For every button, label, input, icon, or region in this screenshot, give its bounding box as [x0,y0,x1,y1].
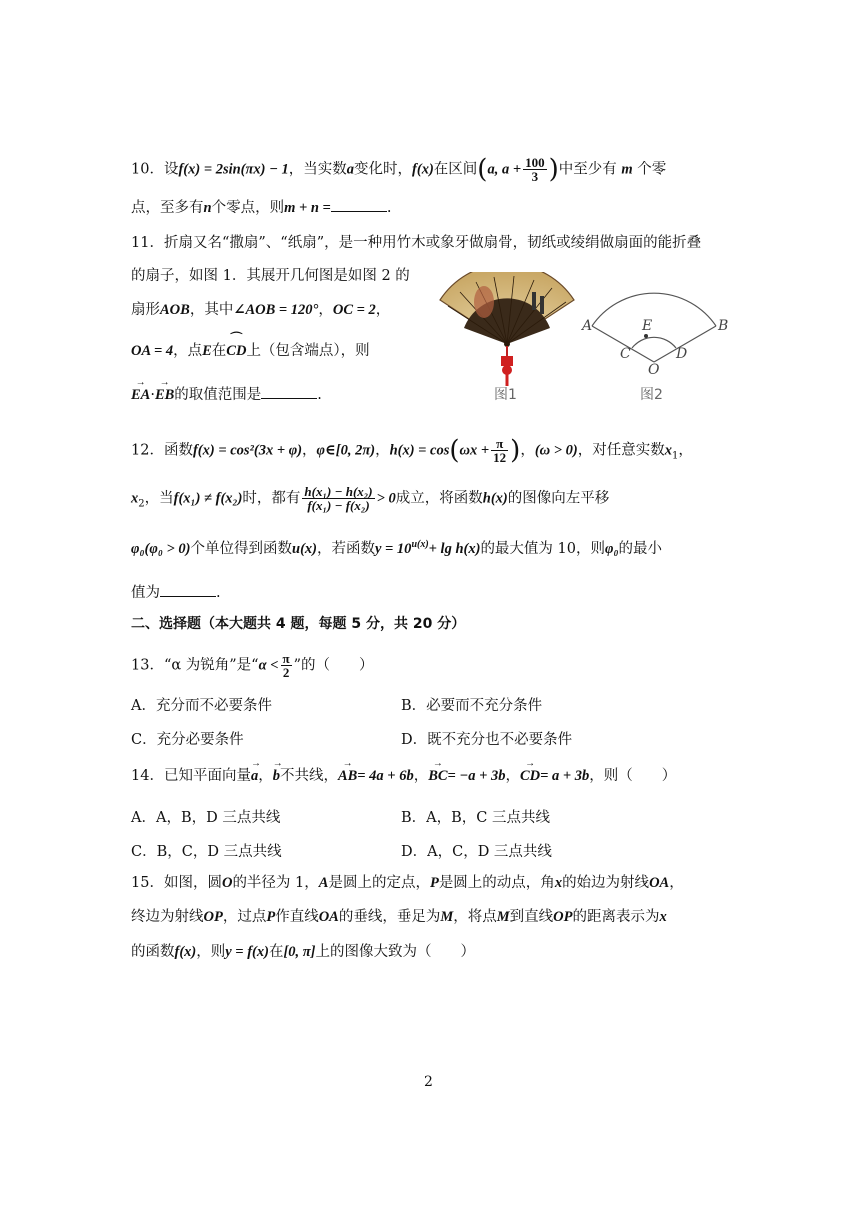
label-E: E [642,318,653,334]
q15-line3: 的函数f(x)，则y = f(x)在[0, π]上的图像大致为（ ） [131,944,476,960]
q14-option-d: D．A，C，D 三点共线 [401,844,552,860]
page-number: 2 [424,1074,433,1090]
label-C: C [620,346,631,362]
q12-ratio: $\frac{\text{h(x₁) − h(x₂)}}{\text{f(x₁) − f(x₂)}}$ [304,484,373,513]
fan-figure [436,272,578,402]
q10-fraction: $\frac{100}{3}$ [525,155,545,184]
fig1-caption: 图1 [494,387,517,403]
fan-image [436,272,578,402]
q13-option-d: D．既不充分也不必要条件 [401,732,573,748]
fig2-caption: 图2 [640,387,663,403]
answer-blank [331,199,387,212]
q14-stem: 14．已知平面向量→ a，→ b不共线，→ AB= 4a + 6b，→ BC= −a + 3b，→ CD= a + 3b，则（ ） [131,769,676,784]
q11-line5: → EA·→ EB的取值范围是 . [131,386,322,403]
q10-line2: 点，至多有n个零点，则m + n = . [131,200,392,216]
label-O: O [648,362,660,378]
section-heading: 二、选择题（本大题共 4 题，每题 5 分，共 20 分） [131,616,466,632]
q14-option-b: B．A，B，C 三点共线 [401,810,550,826]
q14-option-c: C．B，C，D 三点共线 [131,844,282,860]
q11-line1: 11．折扇又名“撒扇”、“纸扇”，是一种用竹木或象牙做扇骨，韧纸或绫绢做扇面的能折叠 [131,235,702,251]
q11-line4: OA = 4，点E在⌒ CD上（包含端点），则 [131,344,370,359]
q12-line3: φ₀(φ₀ > 0)个单位得到函数u(x)，若函数$y = 10^{u(x)}+ \lg h(x)$的最大值为 10，则φ₀的最小 [131,539,663,557]
q10-line1: 10．设f(x) = 2sin(πx) − 1，当实数a变化时，f(x)在区间(a, a + $\frac{100}{3}$ )中至少有 m 个零 [131,154,667,185]
answer-blank [160,584,216,597]
q15-line1: 15．如图，圆O的半径为 1，A是圆上的定点，P是圆上的动点，角x的始边为射线OA， [131,875,684,891]
q13-stem: 13．“α 为锐角”是“α < $\frac{\pi}{2}$ ”的（ ） [131,651,374,680]
q13-option-b: B．必要而不充分条件 [401,698,543,714]
label-B: B [718,318,729,334]
answer-blank [261,386,317,399]
q13-option-c: C．充分必要条件 [131,732,244,748]
sector-diagram [580,286,730,402]
label-D: D [676,346,688,362]
q13-option-a: A．充分而不必要条件 [131,698,272,714]
q11-line3: 扇形AOB，其中∠AOB = 120°，OC = 2， [131,302,391,318]
label-A: A [582,318,593,334]
q12-line2: $x_2$，当f(x₁) ≠ f(x₂)时，都有 $\frac{\text{h(x₁) − h(x₂)}}{\text{f(x₁) − f(x₂)}}$ > 0成立，将函数h(x)的图像向左平移 [131,484,610,513]
q12-line1: 12．函数f(x) = cos²(3x + φ)，φ∈[0, 2π)，h(x) = cos(ωx + $\frac{\pi}{12}$ )，(ω > 0)，对任意实数$x_1$， [131,435,693,466]
q15-line2: 终边为射线OP，过点P作直线OA的垂线，垂足为M，将点M到直线OP的距离表示为x [131,909,667,925]
q14-option-a: A．A，B，D 三点共线 [131,810,281,826]
q12-line4: 值为 . [131,585,221,601]
q11-line2: 的扇子，如图 1．其展开几何图是如图 2 的 [131,268,410,284]
